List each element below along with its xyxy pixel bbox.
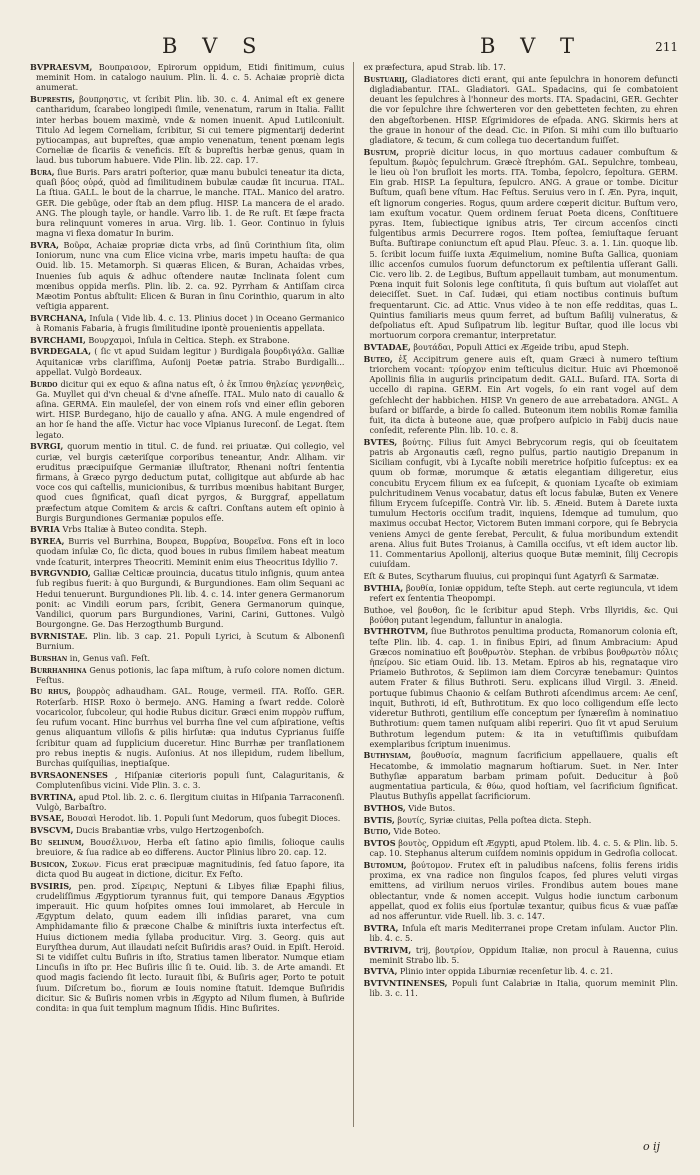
dictionary-entry — [30, 686, 345, 768]
entry-text: βουρρὸς adhaudham. GAL. Rouge, vermeil. ITA. Roſſo. GER. Roterſarb. HISP. Roxo ò bermejo. ANG. Haming a ſwart redde. Colorè vocaricolor, ſubcoleur, qui hodie Rubus dicitur. Græci enim πυρρὸν ruffum, ſeu rufum vocant. Hinc burrhus vel burrha ſine vel cum aſpiratione, veſtis genus aliquantum villoſis & pilis hirſutæ: qua indutus Cyprianus ſuiſſe ſcribitur quam ad ſupplicium duceretur. Hinc Burrhæ per tranſlationem pro rebus ineptis & nugis. Auſonius. At nos illepidum, rudem libellum, Burchas quiſquilias, ineptiaſque. — [36, 686, 345, 768]
entry-text: Vrbs Italiæ à Buteo condita. Steph. — [62, 524, 207, 535]
entry-headword: BYREA, — [30, 536, 65, 547]
entry-headword: BVTOS — [363, 838, 396, 849]
entry-text: Inſula eſt maris Mediterranei prope Cretam inſulam. Auctor Plin. lib. 4. c. 5. — [369, 922, 678, 943]
dictionary-entry — [364, 803, 679, 813]
entry-text: βουτάδαι, Populi Attici ex Ægeide tribu, apud Steph. — [413, 341, 629, 352]
dictionary-entry — [364, 605, 679, 625]
entry-text: Συκων. Ficus erat præcipuæ magnitudinis, ſed ſatuo ſapore, ita dicta quod Bu augeat in dictione, dicitur. Ex Feſto. — [36, 858, 345, 879]
entry-headword: Bura, — [30, 167, 55, 178]
dictionary-entry — [364, 147, 679, 341]
entry-text: Plin. lib. 3 cap. 21. Populi Lyrici, à Scutum & Albonenſi Burnium. — [36, 630, 345, 652]
entry-text: Plinio inter oppida Liburniæ recenſetur lib. 4. c. 21. — [399, 966, 613, 977]
entry-headword: BVRNISTAE. — [30, 630, 88, 641]
dictionary-entry — [30, 792, 345, 812]
entry-text: Burris vel Burrhina, Βουρεα, Βυρρίνα, Βουρεῖνα. Fons eſt in loco quodam inſulæ Co, ſic dicta, quod boues in rubus ſimilem habeat meatum vnde ſcaturit, interpres Theocriti. Meminit enim eius Theocritus Idyllio 7. — [36, 536, 345, 567]
entry-headword: Buſtuarij, — [363, 73, 408, 84]
dictionary-entry — [30, 837, 345, 857]
entry-text: Βοῦρα, Achaiæ propriæ dicta vrbs, ad ſinū Corinthium ſita, olim Ioniorum, nunc vna cum Elice vicina vrbe, maris impetu hauſta: de qua Ouid. lib. 15. Metamorph. Si quæras Elicen, & Buran, Achaidas vrbes, Inuenies ſub aquis & adhuc oſtendere nautæ Inclinata ſolent cum mœnibus oppida merſis. Plin. lib. 2. ca. 92. Pyrrham & Antiſſam circa Mæotim Pontus abſtulit: Elicen & Buran in ſinu Corinthio, quarum in alto veſtigia apparent. — [36, 239, 345, 312]
entry-headword: BVSIRIS, — [30, 880, 72, 891]
dictionary-entry — [30, 631, 345, 651]
entry-headword: BVTRIVM, — [363, 944, 412, 955]
dictionary-entry — [364, 923, 679, 943]
dictionary-entry — [364, 978, 679, 998]
entry-text: , Hiſpaniæ citerioris populi ſunt, Calaguritanis, & Complutenſibus vicini. Vide Plin. 3. c. 3. — [36, 769, 345, 790]
dictionary-entry — [30, 313, 345, 333]
entry-headword: Bu rhus, — [30, 686, 71, 697]
dictionary-entry — [30, 770, 345, 790]
entry-text: in, Genus vaſi. Feſt. — [69, 652, 151, 663]
two-column-body — [30, 62, 678, 1127]
dictionary-entry — [364, 826, 679, 836]
entry-text: Eſt & Butes, Scytharum fluuius, cui propinqui ſunt Agatyrſi & Sarmatæ. — [363, 570, 659, 581]
entry-text: βουπρηστις, vt ſcribit Plin. lib. 30. c. 4. Animal eſt ex genere cantharidum, ſcarabeo longipedi ſimile, venenatum, rarum in Italia. Fallit inter herbas bouem maximè, vnde & nomen inuenit. Apud Lutilconiult. Titulo Ad legem Corneliam, ſcribitur, Si cui temere pigmentarij dederint pytiocampas, aut bupreſtes, quæ ampio venenatum, tenent pœnam legis Corneliæ de ſicariis & veneficis. Eſt & bupreſtis herbæ genus, quam in laud. bus tuborum habuere. Vide Plin. lib. 22. cap. 17. — [36, 94, 345, 166]
entry-text: ex præfectura, apud Strab. lib. 17. — [363, 62, 506, 72]
entry-headword: BVTIS, — [363, 814, 395, 825]
dictionary-entry — [364, 860, 679, 921]
entry-headword: BVRSAONENSES — [30, 769, 108, 780]
entry-text: βουθυσία, magnum ſacrificium appellauere, qualis eſt Hecatombe, & immolatio magnarum hoſtiarum. Suet. in Ner. Inter Buthyſiæ apparatum barbam primam poſuit. Deducitur à βοῦ augmentatiua particula, & θύω, quod hoſtiam, vel ſacrificium ſignificat. Plautus Buthyſis appellat ſacrificiorum. — [369, 750, 678, 802]
entry-headword: Burdo — [30, 378, 58, 389]
entry-text: propriè dicitur locus, in quo mortuus cadauer combuſtum & ſepultum. βωμὸς ſepulchrum. Græcè ſtrephóm. GAL. Sepulchre, tombeau, le lieu où l'on bruſloit les morts. ITA. Tomba, ſepolcro, ſepoltura. GERM. Ein grab. HISP. La ſepultura, ſepulcro. ANG. A graue or tombe. Dicitur Buſtum, quaſi bene vſtum. Hac Feſtus. Seruius vero in ſ. Æn. Pyra, inquit, eſt lignorum congeries. Rogus, quum ardere cœperit dicitur. Buſtum vero, iam exuſtum vocatur. Quem ordinem ſeruat Poeta dicens, Conſtituere pyras. Item, ſubiectique ignibus atris, Ter circum accenſos cincti fulgentibus armis Decurrere rogos. Item poſtea, ſemiuſtaque ſeruant Buſta. Buſtirape coniunctum eſt apud Plau. Pſeuc. 3. a. 1. Lin. quoque lib. 5. ſcribit locum fuiſſe iuxta Æquimelium, nomine Buſta Gallica, quoniam illic accenſos cumulos ſuorum defunctorum ex peſtilentia uſſerant Galli. Cic. vero lib. 2. de Legibus, Buſtum appellauit tumbam, aut monumentum. Pœna inquit fuit Solonis lege conſtituta, ſi quis buſtum aut violaſſet aut deieciſſet. Suet. in Caſ. Iudæi, qui etiam noctibus continuis buſtum frequentarunt. Cic. ad Attic. Vnus video à te non eſſe redditas, quas L. Quintius familiaris meus quum ferret, ad buſtum Baſilij vulneratus, & deſpoliatus eſt. Apud Suſipatrum lib. legitur Buſtar, quod ille locus vbi mortuorum corpora cremantur, interpretatur. — [369, 146, 678, 341]
entry-headword: BVSAE, — [30, 813, 65, 824]
entry-headword: BVRCHAMI, — [30, 334, 86, 345]
entry-headword: Bupreſtis, — [30, 94, 75, 105]
page-header — [30, 30, 678, 64]
entry-text: ἐξ Accipitrum genere auis eſt, quam Græci à numero teſtium triorchem vocant: τρίορχον enim teſticulus dicitur. Huic avi Phœmonoë Apollinis filia in auguriis principatum dedit. GALL. Buſard. ITA. Sorta di uccello di rapina. GERM. Ein Art vogels, ſo ein rant vogel auſ dem geſchlecht der habbichen. HISP. Vn genero de aue arrebatadora. ANGL. A buſard or biſſarde, a birde ſo called. Buteonum item nobilis Romæ familia fuit, ita dicta à buteone aue, quæ proſpero auſpicio in Fabij ducis naue conſedit, referente Plin. lib. 10. c. 8. — [369, 353, 678, 436]
entry-headword: Bu ſelinum, — [30, 836, 85, 847]
entry-headword: BVTHROTVM, — [363, 626, 429, 637]
entry-headword: Buſtum, — [363, 146, 400, 157]
entry-headword: BVTES, — [363, 436, 398, 447]
entry-text: βούτης. Filius ſuit Amyci Bebrycorum regis, qui ob ſceuitatem patris ab Argonautis cæſi, regno pulſus, partio nautigio Drepanum in Siciliam confugit, vbi à Lycaſte nobili meretrice hoſpitio ſuſceptus: ex ea quum ob formæ, morumque & ætatis elegantiam diligeretur, eius concubitu Erycem filium ex ea ſuſcepit, & quoniam Lycaſte ob eximiam pulchritudinem Venus vocabatur, datus eſt locus fabulæ, Buten ex Venere filium Erycem ſuſcepiſſe. Contrà Vir. lib. 5. Æneid. Butem à Darete iuxta tumulum Hectoris occiſum tradit, inquiens, Idemque ad tumulum, quo maximus occubat Hector, Victorem Buten immani corpore, qui ſe Bebrycia veniens Amyci de gente ſerebat, Perculit, & fulua moribundum extendit arena. Alius fuit Butes Troianus, à Camilla occiſus, vt eſt idem auctor lib. 11. Commentarius Apollonij, alterius quoque Butæ meminit, ſilij Cecropis cuiuſdam. — [369, 436, 678, 570]
entry-headword: BVTHIA, — [363, 582, 404, 593]
signature-mark: o ij — [642, 1140, 660, 1153]
entry-headword: BVRIA — [30, 524, 60, 535]
right-column — [364, 62, 679, 1127]
dictionary-entry — [364, 945, 679, 965]
entry-text: quorum mentio in titul. C. de fund. rei priuatæ. Qui collegio, vel curiæ, vel burgis cæteriſque corporibus teneantur, Andr. Aliham. vir eruditus præcipuiſque Germaniæ illuſtrator, Rhenani noſtri ſententia firmans, à Græco pyrgo deductum putat, colligitque aut abſurde ab hac voce cos qui caſtellis, municionibus, & turribus mœnibus habitant Burger, quod cues ſignificat, quaſi dicat pyrgos, & Burggraf, appellatum præfectum atque Comitem & arcis & caſtri. Conſtans autem eſt opinio à Burgis Burgundiones Germaniæ populos eſſe. — [36, 441, 345, 523]
dictionary-entry — [364, 583, 679, 603]
dictionary-entry — [30, 94, 345, 165]
entry-text: apud Ptol. lib. 2. c. 6. Ilergitum ciuitas in Hiſpania Tarraconenſi. Vulgò, Barbaſtro. — [36, 791, 345, 812]
dictionary-entry — [364, 838, 679, 858]
entry-text: Buthoe, vel βουθοη, ſic le ſcribitur apud Steph. Vrbs Illyridis, &c. Qui βούθοη putant legendum, falluntur in analogia. — [363, 604, 678, 625]
dictionary-entry — [364, 966, 679, 976]
entry-headword: Burſhan — [30, 652, 68, 663]
entry-text: ſiue Buris. Pars aratri poſterior, quæ manu bubulci teneatur ita dicta, quaſi βόος οὐρά, quòd ad ſimilitudinem bubulæ caudæ ſit incurua. ITAL. La ſtiua. GALL. le bout de la charrue, le manche. ITAL. Manico del aratro. GER. Die gebüge, oder ſtab an dem pflug. HISP. La mancera de el arado. ANG. The plough tayle, or handle. Varro lib. 1. de Re ruſt. Et ſæpe fracta bura relinquunt vomeres in arua. Virg. lib. 1. Geor. Continuo in ſyluis magna vi flexa domatur In burim. — [36, 167, 345, 239]
dictionary-entry — [364, 750, 679, 801]
entry-text: ( ſic vt apud Suidam legitur ) Burdigala βουρδιγάλα. Galliæ Aquitanicæ vrbs clariſſima, Auſonij Poetæ patria. Strabo Burdigalli... appellat. Vulgò Bordeaux. — [36, 346, 345, 377]
entry-text: βουτὸς, Oppidum eſt Ægypti, apud Ptolem. lib. 4. c. 5. & Plin. lib. 5. cap. 10. Stephanus alterum cuiſdem nominis oppidum in Gedroſia collocat. — [369, 838, 678, 859]
entry-headword: BVTVA, — [363, 966, 398, 977]
entry-headword: BVTADAE, — [363, 341, 411, 352]
entry-text: trij, βουτρίον, Oppidum Italiæ, non procul à Rauenna, cuius meminit Strabo lib. 5. — [369, 944, 678, 965]
entry-text: βούτομον. Frutex eſt in paludibus naſcens, foliis ferens iridis proxima, ex vna radice non ſingulos ſcapos, ſed plures veluti virgas emittens, ad virilium neruos viriles. Frondibus autem boues mane oblectantur, vnde & nomen accepit. Vulgus hodie iunctum carbonum appellat, quod ex foliis eius ſportulæ texantur, quibus ficus & vuæ paſſæ ad nos afferuntur. vide Ruell. lib. 3. c. 147. — [369, 859, 678, 921]
entry-text: Βουρχαμοὶ, Inſula in Celtica. Steph. ex Strabone. — [88, 334, 290, 345]
entry-text: Vide Butos. — [408, 802, 456, 813]
entry-headword: BVPRAESVM, — [30, 62, 93, 72]
dictionary-entry — [30, 62, 345, 93]
entry-text: Gladiatores dicti erant, qui ante ſepulchra in honorem defuncti digladiabantur. ITAL. Gladiatori. GAL. Spadacins, qui ſe combatoient deuant les ſepulchres à l'honneur des morts. ITA. Spadacini, GER. Gechter die vor ſepulchre ihre ſchwerteren vor den gebetteten fechten, zu ehren den abgeſtorbenen. HISP. Eſgrimidores de eſpada. ANG. Skirmis hers at the graue in honour of the dead. Cic. in Piſon. Si mihi cum illo buſtuario gladiatore, & tecum, & cum collega tuo decertandum fuiſſet. — [369, 73, 678, 145]
dictionary-entry — [30, 240, 345, 311]
page-number: 211 — [655, 40, 678, 54]
entry-headword: BVTVNTINENSES, — [363, 978, 448, 989]
dictionary-entry — [364, 74, 679, 145]
entry-text: Vide Boteo. — [393, 826, 441, 837]
dictionary-entry — [30, 346, 345, 377]
entry-text: pen. prod. Σίρειρις, Neptuni & Libyes filiæ Epaphi filius, crudeliſſimus Ægyptiorum tyrannus fuit, qui tempore Danaus Ægyptios imperauit. Hic quum hoſpites omnes Ioui immolaret, ab Hercule in Ægyptum delato, quum eadem illi inſidias pararet, vna cum Amphidamante filio & præcone Chalbe & miniſtris iuxta interfectus eſt. Huius dictionem media ſyllaba producitur. Virg. 3. Georg. quis aut Euryſthea durum, Aut illaudati neſcit Buſiridis aras? Ouid. in Epiſt. Heroid. Si te vidiſſet cultu Buſiris in iſto, Stratius tamen liberator. Numque etiam Lincuſis in iſto pr. Hec Buſiris illic ſi te. Ouid. lib. 3. de Arte amandi. Et quod magis faciendo ſit lecto. Iurauit ſibi, & Buſiris ager, Porto te potuit ſuum. Diſcretum bo., fiorum æ Iouis nomine ſtatuit. Idemque Buſiridis dicitur. Sic & Buſiris nomen vrbis in Ægypto ad Nilum flumen, à Buſiride condita: in qua ſuit templum magnum Iſidis. Hinc Buſirites. — [36, 880, 345, 1014]
dictionary-entry — [30, 813, 345, 823]
entry-headword: BVRGVNDIO, — [30, 568, 91, 579]
entry-text: Galliæ Celticæ prouincia, ducatus titulo inſignis, quum antea ſub regibus fuerit: à quo Burgundi, & Burgundiones. Eam olim Sequani ac Hedui tenuerunt. Burgundiones Pli. lib. 4. c. 14. inter genera Germanorum ponit: ac Vindili eorum pars, ſcribit, Genera Germanorum quinque, Vandilici, quorum pars Burgundiones, Varini, Carini, Guttones. Vulgò Bourgongne. Ge. Das Herzogthumb Burgund. — [36, 568, 345, 630]
entry-headword: Burrhanhina — [30, 664, 87, 675]
dictionary-entry — [30, 568, 345, 629]
entry-headword: Butomum, — [363, 859, 407, 870]
entry-text: Βουπραισον, Epirorum oppidum, Etidi finitimum, cuius meminit Hom. in catalogo nauium. Plin. li. 4. c. 5. Achaiæ propriè dicta anumerat. — [36, 62, 345, 93]
entry-headword: BVRTINA, — [30, 791, 77, 802]
dictionary-entry — [30, 859, 345, 879]
entry-text: βουτίς, Syriæ ciuitas, Pella poſtea dicta. Steph. — [397, 814, 592, 825]
dictionary-entry — [364, 62, 679, 72]
entry-headword: Butio, — [363, 826, 391, 837]
dictionary-entry — [30, 379, 345, 440]
entry-headword: Buteo, — [363, 353, 393, 364]
entry-headword: BVTHOS, — [363, 802, 406, 813]
entry-text: Populi ſunt Calabriæ in Italia, quorum meminit Plin. lib. 3. c. 11. — [369, 978, 678, 999]
dictionary-entry — [364, 354, 679, 436]
dictionary-entry — [30, 665, 345, 685]
running-head-right: B V T — [480, 34, 583, 58]
dictionary-entry — [364, 342, 679, 352]
entry-text: ſiue Buthrotos penultima producta, Romanorum colonia eſt, teſte Plin. lib. 4. cap. 1. in finibus Epiri, ad ſinum Ambracium: Apud Græcos nominatiuo eſt βουθρωτὸν. Stephan. de vrbibus βουθρωτὸν πόλις ἠπείρου. Sic etiam Ouid. lib. 13. Metam. Epiros ab his, regnataque viro Priameio Buthrotos, & Sepiimon iam diem Corcyræ tenebamur: Quintos autem Frater & filius Buthroti. Seru. explicans illud Virgil. 3. Æneid. portuque ſubimus Chaonio & celſam Buthroti aſcendimus arcem: Ae cenſ, inquit, Buthroti, id eſt, Buthrotitum. Ex quo loco colligendum eſſe lecto videretur Buthroti, gentilium eſſe conceptum per ſynæreſim à nominatiuo Buthrotium: quem tamen nuſquam alibi reperiri. Quo ſit vt apud Seruium Buthrotum legendum putem: & ita in vetuſtiſſimis quibuſdam exemplaribus ſcriptum inuenimus. — [369, 626, 678, 749]
running-head-left: B V S — [162, 34, 266, 58]
dictionary-entry — [364, 626, 679, 748]
left-column — [30, 62, 354, 1127]
entry-headword: BVRCHANA, — [30, 312, 87, 323]
entry-text: Genus potionis, lac ſapa miſtum, à ruſo colore nomen dictum. Feſtus. — [36, 664, 345, 685]
dictionary-entry — [30, 335, 345, 345]
entry-text: Inſula ( Vide lib. 4. c. 13. Plinius docet ) in Oceano Germanico à Romanis Fabaria, à frugis ſimilitudine ipontè prouenientis appellata. — [36, 312, 345, 334]
dictionary-entry — [364, 815, 679, 825]
entry-text: Βουσέλινον, Herba eſt ſatino apio ſimilis, ſolioque caulis breuiore, & ſua radice ab eo differens. Auctor Plinius libro 20. cap. 12. — [36, 836, 345, 858]
entry-headword: BVRA, — [30, 239, 59, 250]
entry-headword: Buſicon, — [30, 858, 68, 869]
entry-text: Βουσαὶ Herodot. lib. 1. Populi ſunt Medorum, quos ſubegit Dioces. — [66, 813, 341, 824]
entry-headword: Buthyſiam, — [363, 750, 412, 761]
dictionary-entry — [30, 825, 345, 835]
entry-text: βουθία, Ioniæ oppidum, teſte Steph. aut certe regiuncula, vt idem refert ex ſententia Theopompi. — [369, 582, 678, 603]
entry-text: Ducis Brabantiæ vrbs, vulgo Hertzogenboſch. — [76, 825, 265, 836]
entry-headword: BVRGI, — [30, 441, 64, 452]
dictionary-entry — [30, 524, 345, 534]
dictionary-entry — [30, 536, 345, 567]
dictionary-entry — [30, 441, 345, 523]
entry-headword: BVTRA, — [363, 922, 399, 933]
entry-text: dicitur qui ex equo & aſina natus eſt, ὁ ἐκ ἵππου θηλείας γεννηθεὶς, Ga. Muyllet qui d'vn cheual & d'vne aſneſſe. ITAL. Mulo nato di cauallo & aſina. GERMA. Ein mauleſel, der von einem roſs vnd einer eſlin geboren wirt. HISP. Burdegano, hijo de cauallo y aſna. ANG. A mule engendred of an hor ſe hand the aſſe. Victur hac voce Vlpianus Iureconſ. de Legat. ſtem legato. — [36, 378, 345, 440]
dictionary-entry — [364, 437, 679, 570]
dictionary-entry — [30, 167, 345, 238]
dictionary-entry — [364, 571, 679, 581]
entry-headword: BVSCVM, — [30, 825, 74, 836]
entry-headword: BVRDEGALA, — [30, 346, 92, 357]
dictionary-entry — [30, 881, 345, 1014]
dictionary-entry — [30, 653, 345, 663]
